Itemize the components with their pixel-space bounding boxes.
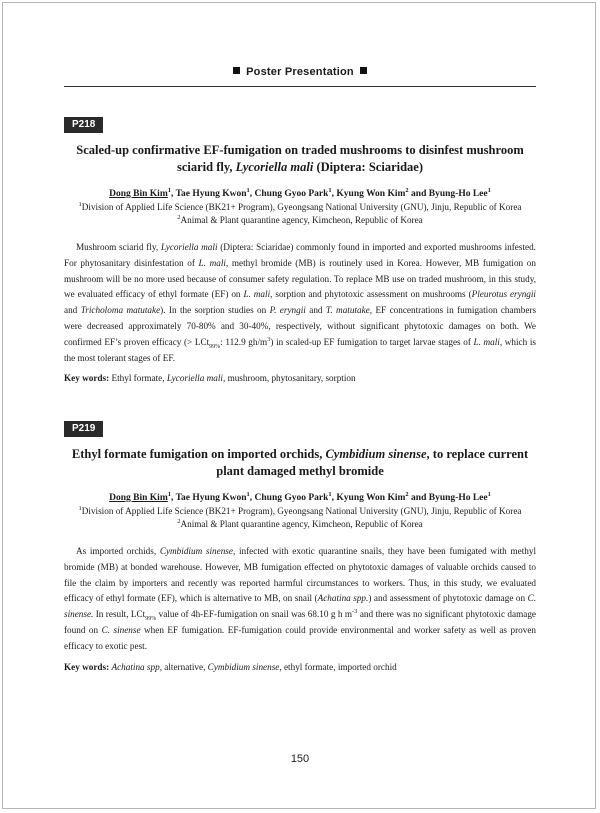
title-species: Lycoriella mali [235, 160, 314, 174]
author-affiliation-mark: 1 [246, 186, 250, 194]
title-text: , to replace current plant damaged methyl bromide [216, 447, 529, 478]
author-affiliation-mark: 2 [405, 490, 409, 498]
affiliation-1 [64, 201, 536, 213]
header-square-left-icon [233, 67, 240, 74]
abstract-body: As imported orchids, Cymbidium sinense, infected with exotic quarantine snails, they have been fumigated with methyl bromide (MB) at bonded warehouse. However, MB fumigation effected on phytotoxic damages of valuable orchids caused to file the claim by importers and recently was reported harmful circumstances to workers. Thus, in this study, we evaluated efficacy of ethyl formate (EF), which is alternative to MB, on snail (Achatina spp.) and assessment of phytotoxic damage on C. sinense. In result, LCt$_{99\%}$ value of 4h-EF-fumigation on snail was 68.10 g h $m^{-3}$ and there was no significant phytotoxic damage found on C. sinense when EF fumigation. EF-fumigation could provide environmental and worker safety as well as proven efficacy to exotic pest. [64, 546, 536, 651]
section-header [64, 66, 536, 78]
abstract-id-badge: P218 [64, 117, 103, 133]
abstract-title [64, 142, 536, 176]
author-affiliation-mark: 1 [487, 186, 491, 194]
author-affiliation-mark: 1 [167, 186, 171, 194]
header-rule [64, 86, 536, 87]
affiliation-number: 1 [78, 504, 82, 512]
keywords: Key words: Achatina spp, alternative, Cymbidium sinense, ethyl formate, imported orchid [64, 661, 397, 672]
author-name: Tae Hyung Kwon [175, 189, 247, 199]
keywords-label: Key words: [64, 661, 110, 672]
author-affiliation-mark: 1 [246, 490, 250, 498]
author-list: Dong Bin Kim$^1$, Tae Hyung Kwon$^1$, Chung Gyoo Park$^1$, Kyung Won Kim$^2$ and Byung-Ho Lee$^1$ [109, 186, 491, 199]
author-name: Kyung Won Kim [336, 493, 406, 503]
title-text: (Diptera: Sciaridae) [313, 160, 424, 174]
author-name: Tae Hyung Kwon [175, 493, 247, 503]
affiliation-2 [64, 518, 536, 530]
author-name: Byung-Ho Lee [428, 493, 488, 503]
author-affiliation-mark: 1 [328, 186, 332, 194]
author-name: Dong Bin Kim [109, 493, 168, 503]
affiliation-text: Animal & Plant quarantine agency, Kimcheon, Republic of Korea [180, 215, 423, 225]
title-text: Scaled-up confirmative EF-fumigation on traded mushrooms to disinfest mushroom sciarid fly, [76, 143, 524, 174]
page-number: 150 [290, 753, 310, 765]
abstract-p218 [64, 114, 536, 385]
affiliation-text: Animal & Plant quarantine agency, Kimcheon, Republic of Korea [180, 519, 423, 529]
header-square-right-icon [360, 67, 367, 74]
author-affiliation-mark: 1 [487, 490, 491, 498]
author-name: Byung-Ho Lee [428, 189, 488, 199]
abstract-p219 [64, 418, 536, 674]
affiliation-number: 2 [177, 213, 181, 221]
author-name: Kyung Won Kim [336, 189, 406, 199]
title-text: Ethyl formate fumigation on imported orchids, [71, 447, 326, 461]
abstract-id-badge: P219 [64, 421, 103, 437]
keywords: Key words: Ethyl formate, Lycoriella mali, mushroom, phytosanitary, sorption [64, 373, 356, 384]
author-list: Dong Bin Kim$^1$, Tae Hyung Kwon$^1$, Chung Gyoo Park$^1$, Kyung Won Kim$^2$ and Byung-Ho Lee$^1$ [109, 490, 491, 503]
abstract-title [64, 446, 536, 480]
affiliation-number: 1 [78, 200, 82, 208]
author-affiliation-mark: 1 [328, 490, 332, 498]
affiliation-text: Division of Applied Life Science (BK21+ Program), Gyeongsang National University (GNU), Jinju, Republic of Korea [81, 506, 522, 516]
author-name: Dong Bin Kim [109, 189, 168, 199]
title-species: Cymbidium sinense [325, 447, 427, 461]
author-name: Chung Gyoo Park [254, 493, 329, 503]
author-affiliation-mark: 1 [167, 490, 171, 498]
affiliation-text: Division of Applied Life Science (BK21+ Program), Gyeongsang National University (GNU), Jinju, Republic of Korea [81, 202, 522, 212]
affiliation-1 [64, 505, 536, 517]
author-affiliation-mark: 2 [405, 186, 409, 194]
header-title: Poster Presentation [246, 66, 354, 78]
author-name: Chung Gyoo Park [254, 189, 329, 199]
affiliation-number: 2 [177, 517, 181, 525]
abstract-body: Mushroom sciarid fly, Lycoriella mali (Diptera: Sciaridae) commonly found in imported and exported mushrooms infested. For phytosanitary disinfestation of L. mali, methyl bromide (MB) is routinely used in Korea. However, MB fumigation on mushroom will be no more used because of consumer safety regulation. To replace MB use on traded mushroom, in this study, we evaluated efficacy of ethyl formate (EF) on L. mali, sorption and phytotoxic assessment on mushrooms (Pleurotus eryngii and Tricholoma matutake). In the sorption studies on P. eryngii and T. matutake, EF concentrations in fumigation chambers were decreased approximately 70-80% and 30-40%, respectively, without significant phytotoxic damages on both. We confirmed EF’s proven efficacy (> LCt$_{99\%}$: 112.9 $gh/m^3$) in scaled-up EF fumigation to target larvae stages of L. mali, which is the most tolerant stages of EF. [64, 242, 537, 363]
affiliation-2 [64, 214, 536, 226]
keywords-label: Key words: [64, 373, 110, 384]
